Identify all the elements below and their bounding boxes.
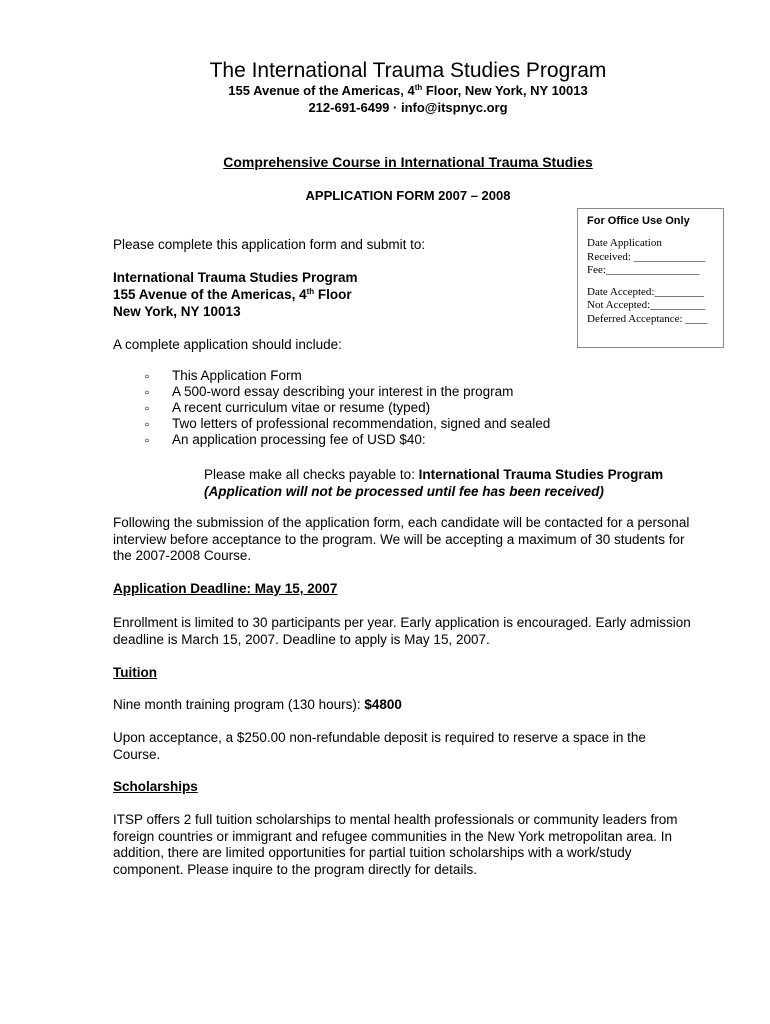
list-item [145,432,550,448]
list-item-text: This Application Form [172,368,302,383]
deadline-heading: Application Deadline: May 15, 2007 [113,581,338,596]
mailing-line-1: International Trauma Studies Program [113,270,358,285]
enrollment-paragraph: Enrollment is limited to 30 participants per year. Early application is encouraged. Early admission deadline is March 15, 2007. Deadline to apply is May 15, 2007. [113,615,691,647]
list-item-text: A recent curriculum vitae or resume (typed) [172,400,431,415]
payable-note: (Application will not be processed until fee has been received) [204,484,604,499]
program-contact: 212-691-6499 · info@itspnyc.org [308,100,508,115]
include-intro: A complete application should include: [113,337,342,352]
deposit-paragraph: Upon acceptance, a $250.00 non-refundable deposit is required to reserve a space in the Course. [113,730,646,762]
list-item-text: An application processing fee of USD $40: [172,432,426,447]
mailing-superscript: th [306,287,315,296]
payable-name: International Trauma Studies Program [418,467,664,482]
address-superscript: th [414,83,423,92]
office-use-box [577,208,724,348]
office-use-title: For Office Use Only [587,215,690,227]
course-title: Comprehensive Course in International Trauma Studies [223,154,593,170]
form-title: APPLICATION FORM 2007 – 2008 [305,188,511,203]
list-item [145,368,550,384]
payable-line [204,467,663,483]
office-fee-field: Fee:_________________ [587,264,700,276]
square-bullet-icon: ▫ [145,369,150,383]
tuition-program-line [113,697,402,713]
square-bullet-icon: ▫ [145,385,150,399]
payable-prefix: Please make all checks payable to: [204,467,419,482]
intro-text: Please complete this application form and submit to: [113,237,426,252]
address-text-rest: Floor, New York, NY 10013 [422,83,588,98]
mailing-street: 155 Avenue of the Americas, 4 [113,287,307,302]
address-text: 155 Avenue of the Americas, 4 [228,83,415,98]
square-bullet-icon: ▫ [145,417,150,431]
tuition-program-text: Nine month training program (130 hours): [113,697,365,712]
list-item [145,400,550,416]
requirements-list [145,368,550,448]
square-bullet-icon: ▫ [145,433,150,447]
office-received-field: Received: _____________ [587,250,706,263]
mailing-line-3: New York, NY 10013 [113,304,241,319]
office-deferred-field: Deferred Acceptance: ____ [587,312,708,325]
list-item [145,416,550,432]
program-address [0,83,770,98]
list-item [145,384,550,400]
tuition-price: $4800 [364,697,402,712]
interview-paragraph: Following the submission of the application form, each candidate will be contacted for a personal interview before acceptance to the program. We will be accepting a maximum of 30 students for the 2007-2008 Course. [113,515,690,563]
office-date-application: Date Application [587,237,662,249]
list-item-text: Two letters of professional recommendation, signed and sealed [172,416,551,431]
scholarships-heading: Scholarships [113,779,198,794]
mailing-line-2 [113,287,352,303]
mailing-floor: Floor [314,287,352,302]
program-title: The International Trauma Studies Program [209,59,607,82]
tuition-heading: Tuition [113,665,157,680]
scholarships-paragraph: ITSP offers 2 full tuition scholarships to mental health professionals or community leaders from foreign countries or immigrant and refugee communities in the New York metropolitan area. In addition, there are limited opportunities for partial tuition scholarships with a work/study component. Please inquire to the program directly for details. [113,812,678,877]
office-not-accepted-field: Not Accepted:__________ [587,299,706,311]
square-bullet-icon: ▫ [145,401,150,415]
office-date-accepted-field: Date Accepted:_________ [587,285,704,298]
list-item-text: A 500-word essay describing your interest in the program [172,384,514,399]
